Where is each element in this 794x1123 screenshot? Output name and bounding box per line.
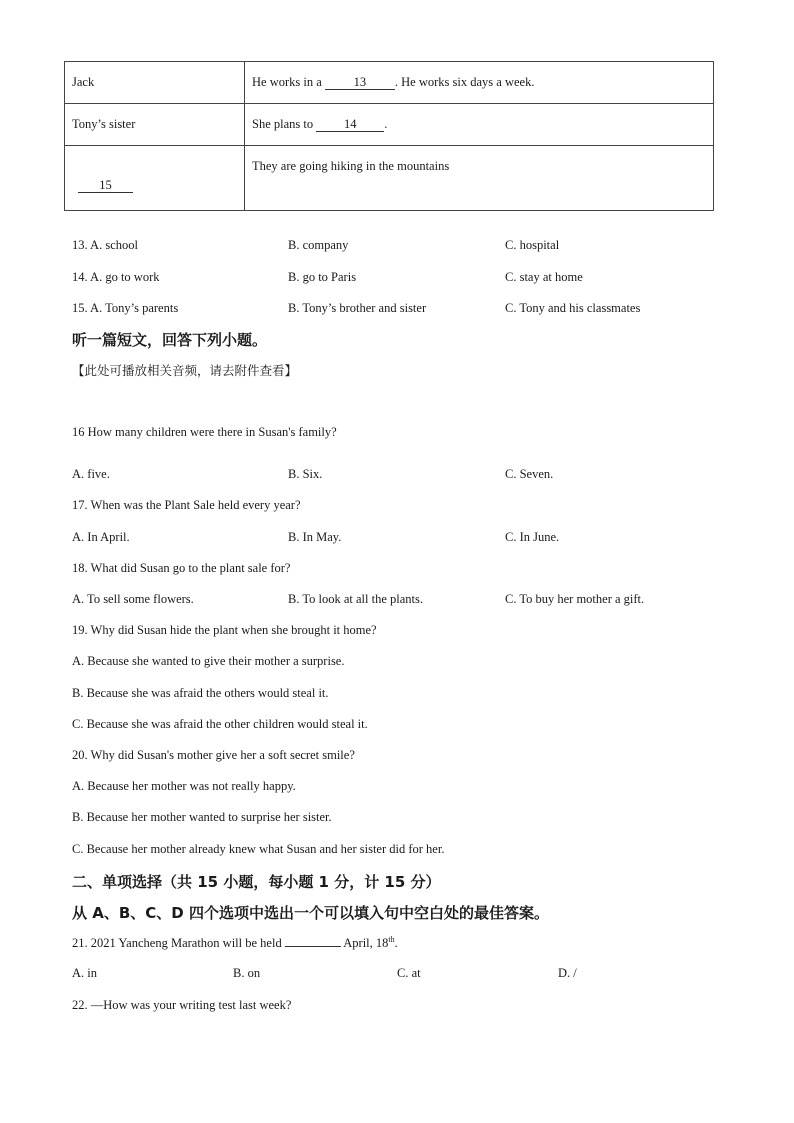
- q16-stem: 16 How many children were there in Susan's family?: [72, 425, 337, 439]
- info-table: [64, 61, 714, 211]
- q17-option-b: B. In May.: [288, 530, 342, 544]
- answer-blank-15: 15: [78, 179, 133, 193]
- q21-option-a: A. in: [72, 966, 97, 980]
- q14-option-a: 14. A. go to work: [72, 270, 160, 284]
- q14-option-b: B. go to Paris: [288, 270, 357, 284]
- q21-option-b: B. on: [233, 966, 261, 980]
- q13-option-c: C. hospital: [505, 238, 560, 252]
- q16-option-c: C. Seven.: [505, 467, 554, 481]
- q17-option-a: A. In April.: [72, 530, 130, 544]
- q15-option-b: B. Tony’s brother and sister: [288, 301, 427, 315]
- cell-text-pre: She plans to: [252, 117, 317, 131]
- q22-stem: 22. —How was your writing test last week?: [72, 998, 292, 1012]
- q21-stem-post: April, 18: [340, 936, 389, 950]
- audio-note[interactable]: 【此处可播放相关音频，请去附件查看】: [72, 363, 298, 378]
- table-cell-person: Tony’s sister: [65, 104, 245, 146]
- section-heading-single-choice: 二、单项选择（共 15 小题，每小题 1 分，计 15 分）: [72, 873, 441, 891]
- q18-option-a: A. To sell some flowers.: [72, 592, 194, 606]
- q19-stem: 19. Why did Susan hide the plant when she brought it home?: [72, 623, 377, 637]
- q17-stem: 17. When was the Plant Sale held every year?: [72, 498, 301, 512]
- cell-text-post: .: [384, 117, 388, 131]
- q15-option-a: 15. A. Tony’s parents: [72, 301, 179, 315]
- q21-option-d: D. /: [558, 966, 577, 980]
- answer-blank-14: 14: [316, 118, 384, 132]
- q18-option-c: C. To buy her mother a gift.: [505, 592, 645, 606]
- q21-stem: [72, 935, 398, 951]
- q21-option-c: C. at: [397, 966, 421, 980]
- cell-text-post: . He works six days a week.: [394, 75, 535, 89]
- q19-option-a: A. Because she wanted to give their mother a surprise.: [72, 654, 345, 668]
- table-cell-text: They are going hiking in the mountains: [245, 146, 714, 211]
- cell-text-pre: He works in a: [252, 75, 325, 89]
- table-cell-person: Jack: [65, 62, 245, 104]
- table-row: [65, 146, 714, 211]
- q20-stem: 20. Why did Susan's mother give her a soft secret smile?: [72, 748, 355, 762]
- table-cell-text: [245, 62, 714, 104]
- q17-option-c: C. In June.: [505, 530, 560, 544]
- answer-blank-13: 13: [325, 76, 395, 90]
- table-row: [65, 62, 714, 104]
- q19-option-b: B. Because she was afraid the others would steal it.: [72, 686, 329, 700]
- q13-option-a: 13. A. school: [72, 238, 138, 252]
- q20-option-b: B. Because her mother wanted to surprise her sister.: [72, 810, 332, 824]
- q19-option-c: C. Because she was afraid the other children would steal it.: [72, 717, 368, 731]
- section-heading-listening: 听一篇短文，回答下列小题。: [72, 331, 268, 349]
- table-cell-person: [65, 146, 245, 211]
- q21-stem-end: .: [394, 936, 398, 950]
- q16-option-a: A. five.: [72, 467, 110, 481]
- q18-stem: 18. What did Susan go to the plant sale for?: [72, 561, 291, 575]
- table-cell-text: [245, 104, 714, 146]
- q20-option-a: A. Because her mother was not really happy.: [72, 779, 296, 793]
- q21-answer-blank: [285, 935, 341, 947]
- q21-stem-pre: 21. 2021 Yancheng Marathon will be held: [72, 936, 285, 950]
- q15-option-c: C. Tony and his classmates: [505, 301, 641, 315]
- q20-option-c: C. Because her mother already knew what Susan and her sister did for her.: [72, 842, 445, 856]
- q21-superscript: th: [388, 934, 395, 944]
- section-instruction: 从 A、B、C、D 四个选项中选出一个可以填入句中空白处的最佳答案。: [72, 904, 549, 922]
- table-row: [65, 104, 714, 146]
- q18-option-b: B. To look at all the plants.: [288, 592, 423, 606]
- q13-option-b: B. company: [288, 238, 349, 252]
- q16-option-b: B. Six.: [288, 467, 323, 481]
- q14-option-c: C. stay at home: [505, 270, 583, 284]
